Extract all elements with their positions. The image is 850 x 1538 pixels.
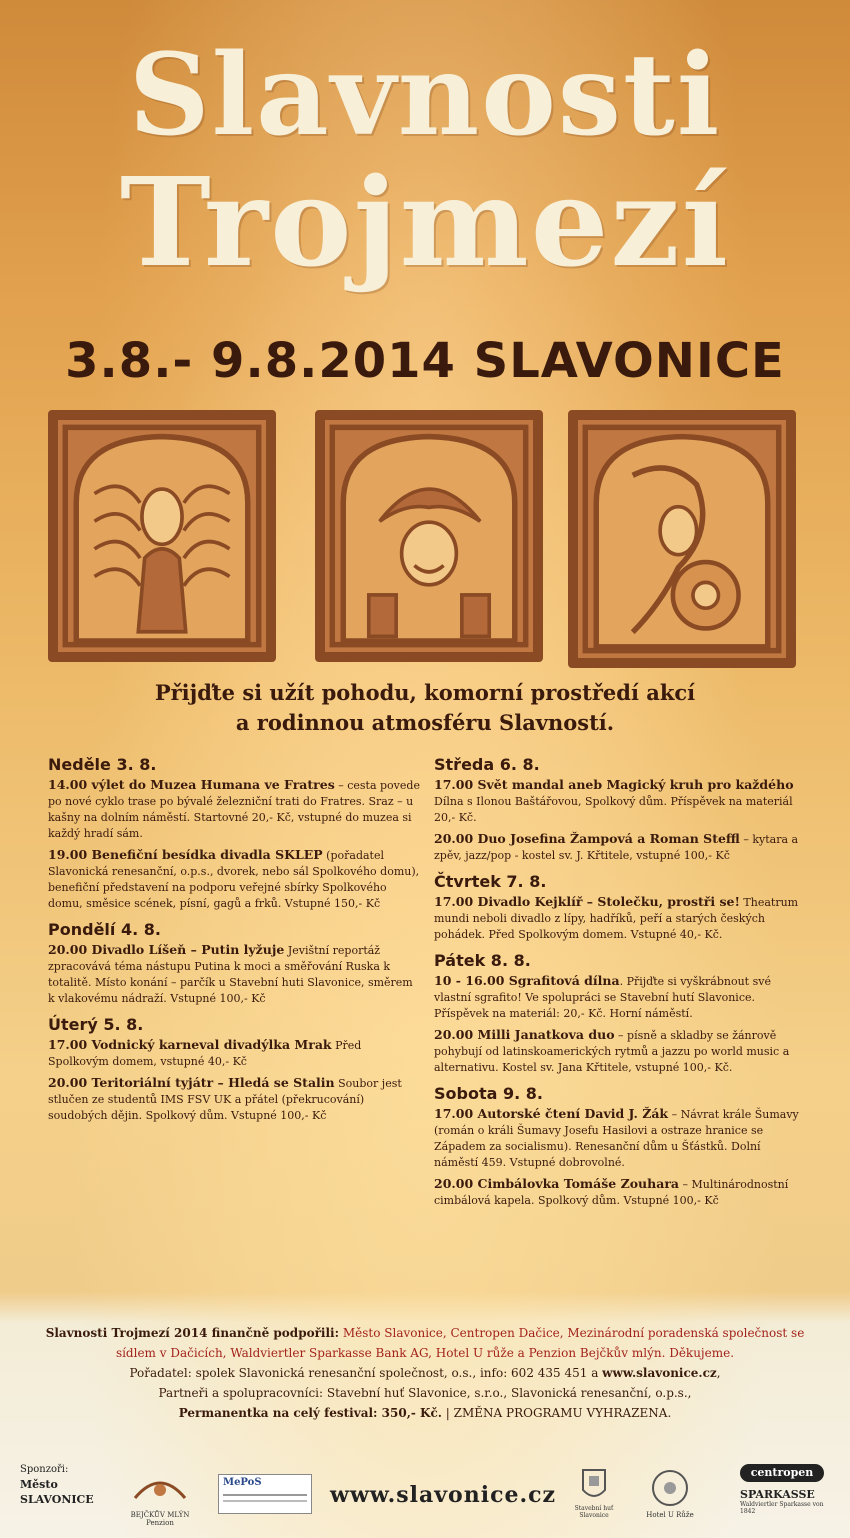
event-description: – kytara a zpěv, jazz/pop - kostel sv. J. Křtitele, vstupné 100,- Kč [434, 833, 799, 862]
pass-line [30, 1403, 820, 1423]
event-item [434, 777, 806, 826]
event-title: 19.00 Benefiční besídka divadla SKLEP [48, 847, 323, 862]
event-item [48, 777, 420, 842]
event-title: 20.00 Teritoriální tyjátr – Hledá se Stalin [48, 1075, 335, 1090]
event-item [48, 1037, 420, 1070]
event-item [434, 973, 806, 1022]
event-item [48, 942, 420, 1007]
event-title: 20.00 Cimbálovka Tomáše Zouhara [434, 1176, 680, 1191]
day-heading: Úterý 5. 8. [48, 1015, 144, 1034]
organizer-url-link[interactable]: www.slavonice.cz [602, 1366, 717, 1380]
event-title: 17.00 Autorské čtení David J. Žák [434, 1106, 669, 1121]
event-title: 17.00 Divadlo Kejklíř – Stolečku, prostři se! [434, 894, 740, 909]
organizer-text: Pořadatel: spolek Slavonická renesanční společnost, o.s., info: 602 435 451 a [129, 1366, 603, 1380]
event-item [434, 1176, 806, 1209]
tagline [0, 678, 850, 738]
event-description: (pořadatel Slavonická renesanční, o.p.s., dvorek, nebo sál Spolkového domu), benefiční představení na podporu veřejné sbírky Spolkového domu, směsice scének, písní, gagů a frků. Vstupné 150,- Kč [48, 849, 420, 910]
event-item [434, 1106, 806, 1171]
day-heading: Pátek 8. 8. [434, 951, 531, 970]
hotel-u-ruze-label: Hotel U Růže [646, 1511, 694, 1519]
sponsors-label-block [20, 1462, 94, 1507]
footer-credits [30, 1323, 820, 1423]
day-heading: Čtvrtek 7. 8. [434, 872, 547, 891]
support-line [30, 1323, 820, 1363]
title-line-1: Slavnosti [128, 30, 722, 161]
sponsor-city-line1: Město [20, 1478, 58, 1491]
sponsor-city-line2: SLAVONICE [20, 1493, 94, 1506]
website-url[interactable]: www.slavonice.cz [330, 1482, 557, 1508]
event-title: 20.00 Duo Josefina Žampová a Roman Steffl [434, 831, 740, 846]
woodcut-mother-child-illustration [568, 410, 796, 668]
organizer-line [30, 1363, 820, 1383]
event-item [434, 1027, 806, 1076]
woodcut-woman-illustration [48, 410, 276, 662]
pass-price: Permanentka na celý festival: 350,- Kč. [178, 1406, 442, 1420]
event-description: – písně a skladby se žánrově pohybují od latinskoamerických rytmů a jazzu po world music a alternativu. Kostel sv. Jana Křtitele, vstupné 100,- Kč. [434, 1029, 790, 1074]
event-description: Před Spolkovým domem, vstupné 40,- Kč [48, 1039, 362, 1068]
event-description: Jevištní reportáž zpracovává téma nástupu Putina k moci a směřování Ruska k totalitě. Místo konání – parčík u Stavební huti Slavonice, směrem k vlakovému nádraží. Vstupné 100,- Kč [48, 944, 413, 1005]
mepos-label: MePoS [223, 1477, 262, 1488]
event-title: 20.00 Milli Janatkova duo [434, 1027, 615, 1042]
event-title: 14.00 výlet do Muzea Humana ve Fratres [48, 777, 335, 792]
event-item [48, 1075, 420, 1124]
event-item [434, 894, 806, 943]
centropen-label: centropen [750, 1466, 814, 1479]
organizer-end: , [716, 1366, 721, 1380]
program-left-column [48, 755, 420, 1129]
day-heading: Sobota 9. 8. [434, 1084, 543, 1103]
sponsors-bar [0, 1440, 850, 1538]
mepos-logo [218, 1474, 312, 1514]
sparkasse-sub: Waldviertler Sparkasse von 1842 [740, 1501, 824, 1515]
bejckuv-mlyn-logo [125, 1468, 195, 1527]
partners-line: Partneři a spolupracovníci: Stavební huť Slavonice, s.r.o., Slavonická renesanční, o.p.s., [158, 1386, 692, 1400]
woodcut-jester-illustration [315, 410, 543, 662]
event-description: Dílna s Ilonou Baštářovou, Spolkový dům. Příspěvek na materiál 20,- Kč. [434, 795, 793, 824]
event-item [48, 847, 420, 912]
hotel-u-ruze-logo [645, 1468, 695, 1519]
event-title: 20.00 Divadlo Líšeň – Putin lyžuje [48, 942, 285, 957]
event-description: – cesta povede po nové cyklo trase po bývalé železniční trati do Fratres. Sraz – u kašny na dolním náměstí. Startovné 20,- Kč, vstupné do muzea si každý hradí sám. [48, 779, 420, 840]
support-text: Město Slavonice, Centropen Dačice, Mezinárodní poradenská společnost se sídlem v Dačicích, Waldviertler Sparkasse Bank AG, Hotel U růže a Penzion Bejčkův mlýn. Děkujeme. [115, 1326, 805, 1360]
event-description: Theatrum mundi neboli divadlo z lípy, hadříků, peří a starých českých pohádek. Před Spolkovým domem. Vstupné 40,- Kč. [434, 896, 799, 941]
sparkasse-label: SPARKASSE [740, 1488, 815, 1501]
festival-dates: 3.8.- 9.8.2014 SLAVONICE [65, 333, 785, 389]
bejckuv-mlyn-label: BEJČKŮV MLÝN Penzion [130, 1511, 190, 1527]
stavebni-hut-label: Stavební huť Slavonice [574, 1505, 614, 1519]
tagline-line-2: a rodinnou atmosféru Slavností. [235, 710, 615, 735]
support-label: Slavnosti Trojmezí 2014 finančně podpořili: [45, 1326, 340, 1340]
event-description: . Přijďte si vyškrábnout své vlastní sgrafito! Ve spolupráci se Stavební hutí Slavonice. Příspěvek na materiál: 20,- Kč. Horní náměstí. [434, 975, 771, 1020]
day-heading: Pondělí 4. 8. [48, 920, 161, 939]
event-description: – Návrat krále Šumavy (román o králi Šumavy Josefu Hasilovi a ostraze hranice se Západem za socialismu). Renesanční dům u Šťástků. Dolní náměstí 459. Vstupné dobrovolné. [434, 1108, 799, 1169]
event-title: 17.00 Svět mandal aneb Magický kruh pro každého [434, 777, 794, 792]
stavebni-hut-logo [572, 1468, 616, 1519]
event-description: – Multinárodnostní cimbálová kapela. Spolkový dům. Vstupné 100,- Kč [434, 1178, 789, 1207]
program-right-column [434, 755, 806, 1214]
pass-note: | ZMĚNA PROGRAMU VYHRAZENA. [441, 1406, 672, 1420]
sponsors-label: Sponzoři: [20, 1464, 69, 1475]
event-item [434, 831, 806, 864]
centropen-logo [740, 1464, 824, 1482]
day-heading: Středa 6. 8. [434, 755, 540, 774]
event-title: 17.00 Vodnický karneval divadýlka Mrak [48, 1037, 332, 1052]
sparkasse-logo [740, 1488, 830, 1515]
title-line-2: Trojmezí [119, 150, 731, 294]
event-description: Soubor jest stlučen ze studentů IMS FSV UK a přátel (překrucování) soudobých dějin. Spolkový dům. Vstupné 100,- Kč [48, 1077, 402, 1122]
event-title: 10 - 16.00 Sgrafitová dílna [434, 973, 620, 988]
tagline-line-1: Přijďte si užít pohodu, komorní prostředí akcí [154, 680, 696, 705]
day-heading: Neděle 3. 8. [48, 755, 157, 774]
